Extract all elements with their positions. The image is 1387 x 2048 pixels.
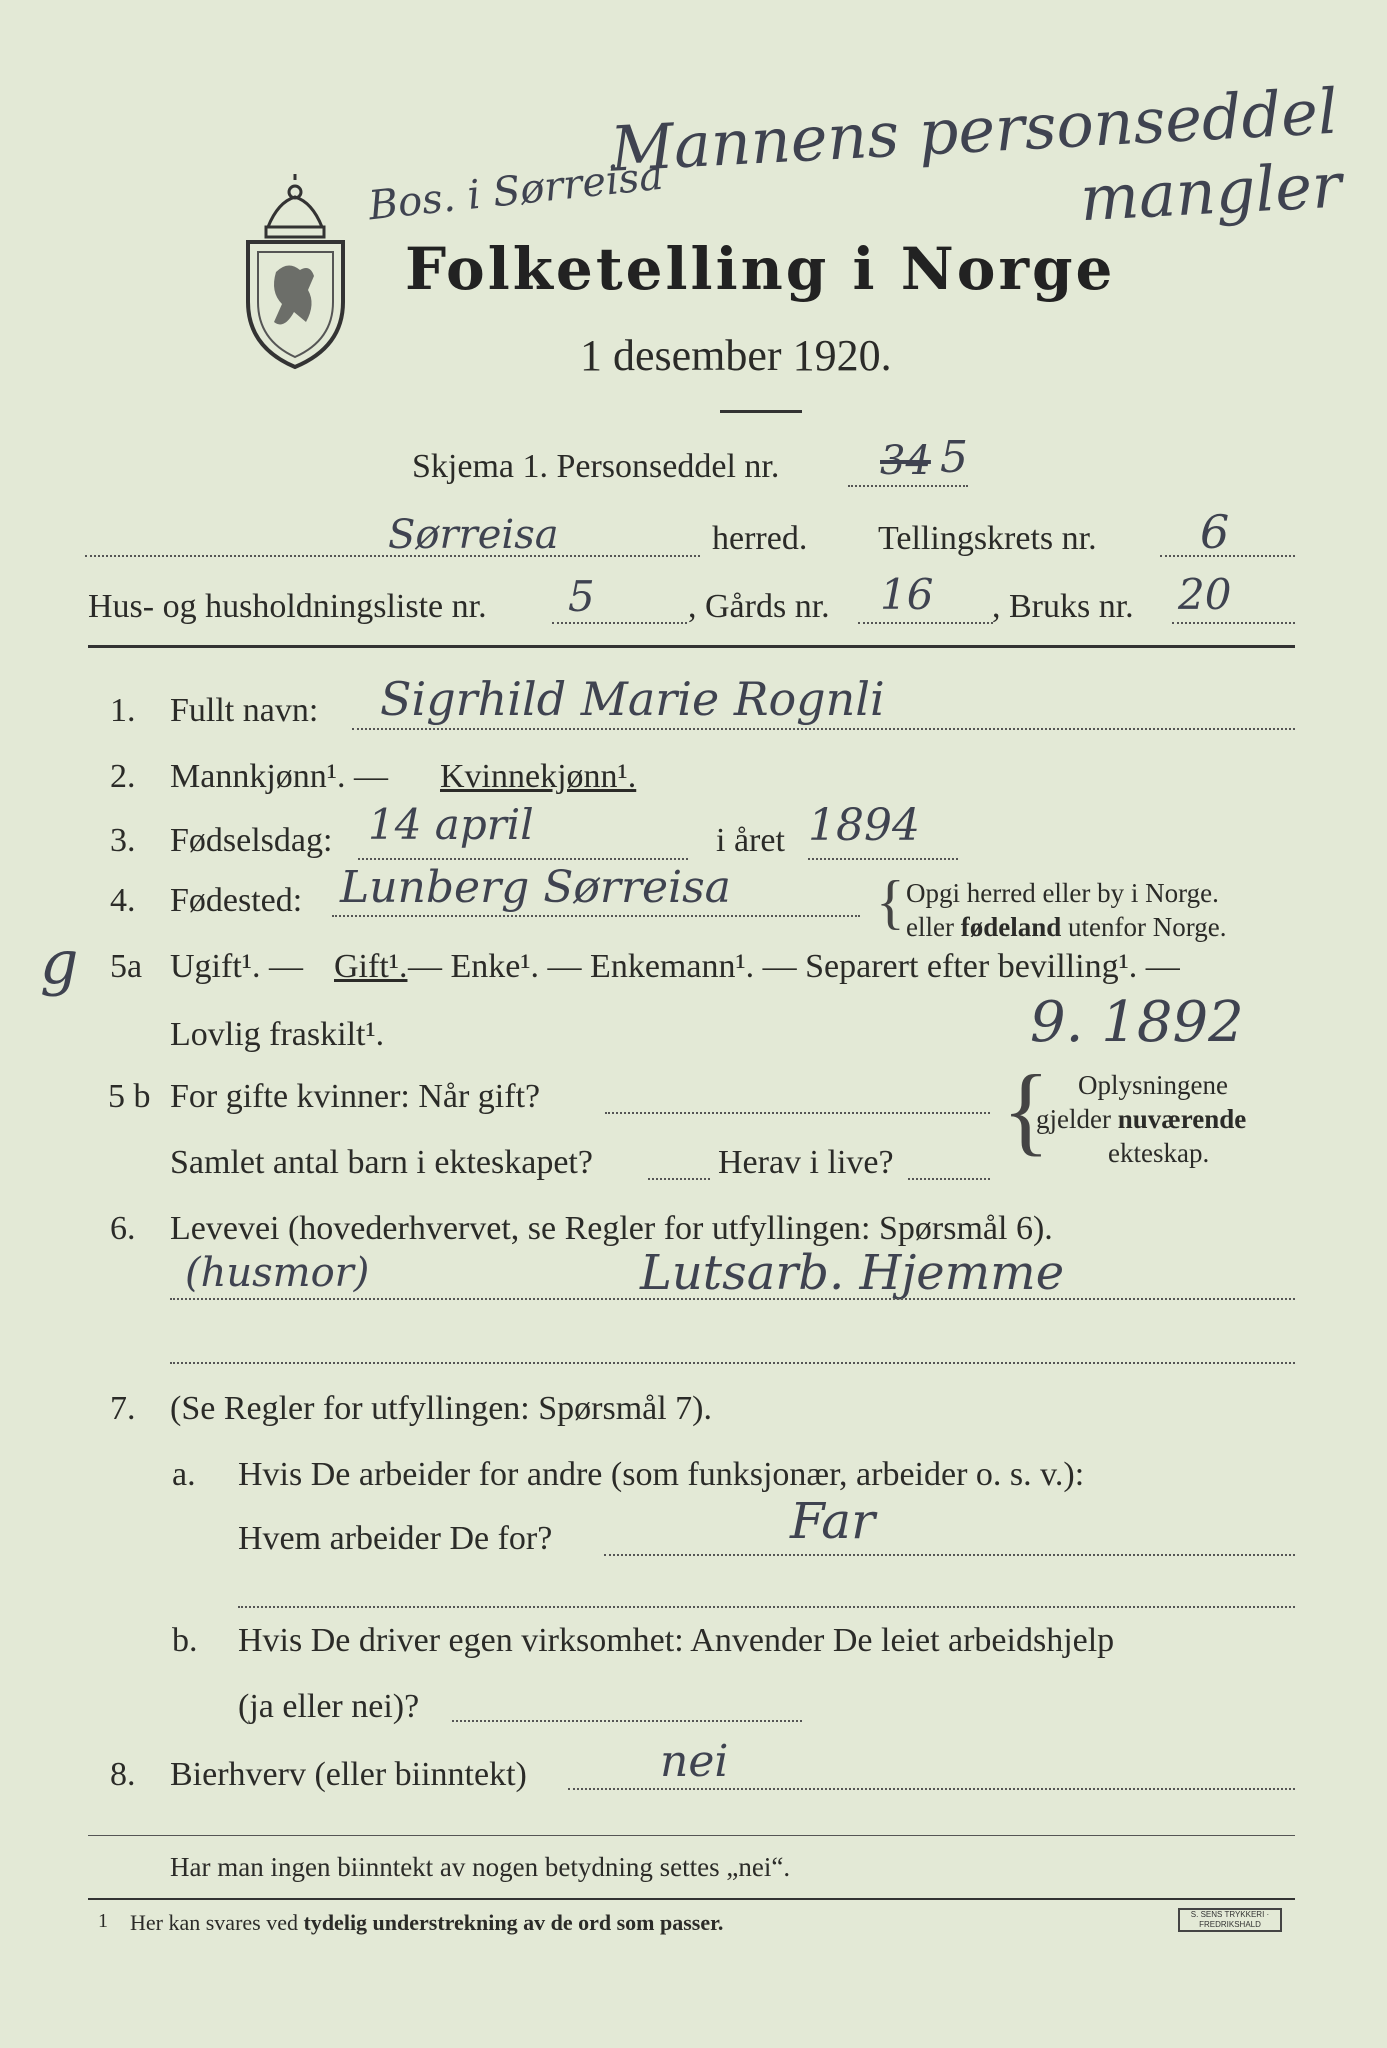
q3-label: Fødselsdag: [170, 822, 333, 859]
q3-year-value: 1894 [808, 800, 920, 851]
q5b-dots-1 [605, 1112, 990, 1114]
gards-value: 16 [880, 570, 934, 619]
skjema-value: 5 [940, 432, 968, 483]
q7a-letter: a. [172, 1456, 196, 1493]
q6-dots-2 [170, 1362, 1295, 1364]
gards-dots [858, 622, 993, 624]
handwritten-note-left: Bos. i Sørreisa [366, 152, 666, 230]
q3-year-label: i året [716, 822, 785, 859]
tellingskrets-value: 6 [1200, 505, 1230, 559]
q4-label: Fødested: [170, 882, 303, 919]
q1-dots [352, 728, 1295, 730]
q7-label: (Se Regler for utfyllingen: Spørsmål 7). [170, 1390, 713, 1427]
q2-label-female: Kvinnekjønn¹. [440, 758, 637, 795]
q5b-label-1: For gifte kvinner: Når gift? [170, 1078, 541, 1115]
q5a-line-2: Lovlig fraskilt¹. [170, 1016, 385, 1053]
norway-coat-of-arms-icon [238, 172, 353, 372]
skjema-dots [848, 485, 968, 487]
title-divider [720, 410, 802, 413]
skjema-label: Skjema 1. Personseddel nr. [412, 448, 780, 485]
bruks-label: , Bruks nr. [992, 588, 1134, 625]
q4-note-1: Opgi herred eller by i Norge. [906, 878, 1219, 908]
hus-label: Hus- og husholdningsliste nr. [88, 588, 487, 625]
q5a-rest: — Enke¹. — Enkemann¹. — Separert efter bevilling¹. — [408, 948, 1180, 985]
q5a-married-value: 9. 1892 [1030, 990, 1244, 1055]
q7a-dots-1 [604, 1554, 1295, 1556]
q6-number: 6. [110, 1210, 136, 1247]
q3-dots [358, 858, 688, 860]
printer-stamp: S. SENS TRYKKERI · FREDRIKSHALD [1178, 1908, 1282, 1932]
footnote-divider [88, 1898, 1295, 1900]
q5b-label-2: Samlet antal barn i ekteskapet? [170, 1144, 593, 1181]
herred-label: herred. [712, 520, 808, 557]
q7b-text: Hvis De driver egen virksomhet: Anvender De leiet arbeidshjelp [238, 1622, 1115, 1659]
q5b-label-3: Herav i live? [718, 1144, 894, 1181]
q4-note-2: eller fødeland utenfor Norge. [906, 912, 1227, 942]
q1-number: 1. [110, 692, 136, 729]
herred-value: Sørreisa [388, 512, 559, 558]
q7b-dots [452, 1720, 802, 1722]
q5b-dots-3 [908, 1178, 990, 1180]
q5b-note-3: ekteskap. [1108, 1138, 1210, 1168]
footnote-text: Her kan svares ved tydelig understrekning av de ord som passer. [130, 1910, 724, 1935]
q3-number: 3. [110, 822, 136, 859]
header-divider [88, 645, 1295, 648]
q5b-note-2: gjelder nuværende [1036, 1104, 1247, 1134]
q4-number: 4. [110, 882, 136, 919]
q1-label: Fullt navn: [170, 692, 319, 729]
q1-value: Sigrhild Marie Rognli [380, 672, 885, 726]
q7a-value: Far [790, 1492, 876, 1550]
q7a-dots-2 [238, 1606, 1295, 1608]
q8-number: 8. [110, 1756, 136, 1793]
q5a-gift: Gift¹. [334, 948, 408, 985]
q5b-note-1: Oplysningene [1078, 1070, 1228, 1100]
q6-dots-1 [170, 1298, 1295, 1300]
q3-year-dots [808, 858, 958, 860]
skjema-struck-value: 34 [880, 438, 931, 484]
hus-dots [552, 622, 687, 624]
q6-label: Levevei (hovederhvervet, se Regler for utfyllingen: Spørsmål 6). [170, 1210, 1053, 1247]
tellingskrets-label: Tellingskrets nr. [878, 520, 1097, 557]
form-date: 1 desember 1920. [580, 331, 892, 380]
footnote-number: 1 [98, 1910, 108, 1932]
q7b-letter: b. [172, 1622, 198, 1659]
q4-value: Lunberg Sørreisa [340, 862, 731, 913]
q8-value: nei [660, 1736, 729, 1787]
q5a-number: 5a [110, 948, 143, 985]
q6-value-b: Lutsarb. Hjemme [640, 1245, 1065, 1301]
q4-brace: { [876, 869, 905, 935]
bruks-value: 20 [1178, 570, 1232, 619]
q7b-question: (ja eller nei)? [238, 1688, 420, 1725]
q5b-number: 5 b [108, 1078, 151, 1115]
q3-value: 14 april [368, 800, 534, 849]
footer-divider [88, 1835, 1295, 1836]
q8-label: Bierhverv (eller biinntekt) [170, 1756, 527, 1793]
bruks-dots [1172, 622, 1295, 624]
q2-label-male: Mannkjønn¹. — [170, 758, 388, 795]
gards-label: , Gårds nr. [688, 588, 830, 625]
q5b-dots-2 [648, 1178, 710, 1180]
q6-value-a: (husmor) [185, 1250, 370, 1296]
q2-number: 2. [110, 758, 136, 795]
form-title: Folketelling i Norge [405, 235, 1116, 303]
q5a-options: Ugift¹. — [170, 948, 303, 985]
footer-note: Har man ingen biinntekt av nogen betydning settes „nei“. [170, 1852, 791, 1882]
q7-number: 7. [110, 1390, 136, 1427]
q5b-brace: { [1002, 1054, 1050, 1165]
q4-dots [332, 915, 860, 917]
q7a-question: Hvem arbeider De for? [238, 1520, 553, 1557]
q8-dots [568, 1788, 1295, 1790]
handwritten-note-top: Mannens personseddel mangler [608, 74, 1344, 236]
q5a-margin-mark: g [40, 928, 79, 998]
q7a-text: Hvis De arbeider for andre (som funksjonær, arbeider o. s. v.): [238, 1456, 1085, 1493]
hus-value: 5 [568, 572, 595, 621]
